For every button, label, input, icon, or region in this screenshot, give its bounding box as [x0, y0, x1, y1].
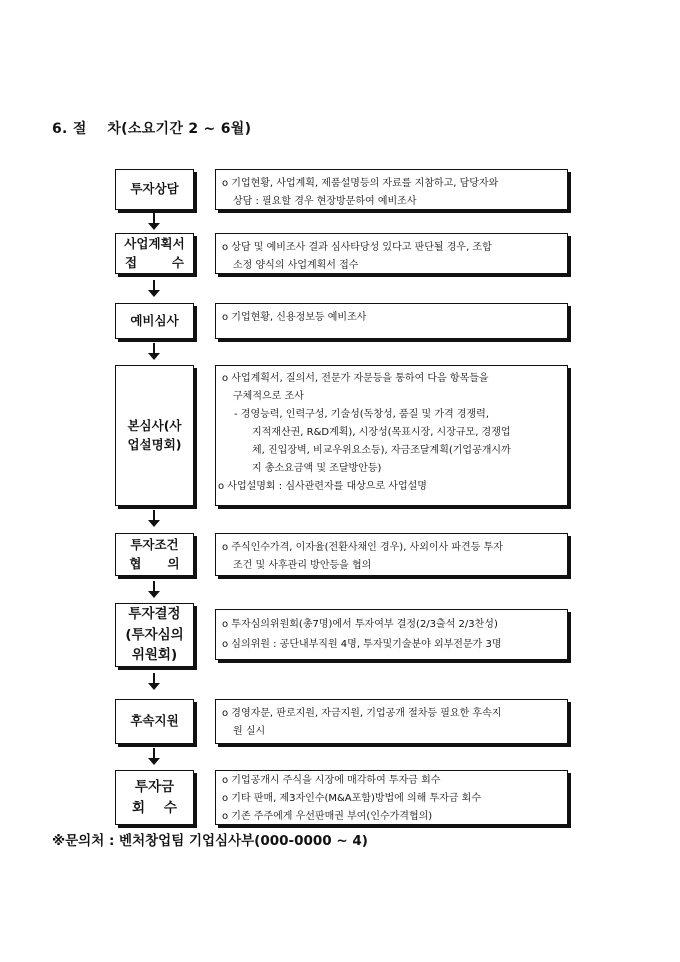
step-desc-pre-review: [215, 303, 568, 339]
desc-line: o 기업현황, 사업계획, 제품설명등의 자료를 지참하고, 담당자와: [222, 178, 499, 189]
down-arrow-icon: [146, 748, 162, 766]
section-heading: 6. 절 차(소요기간 2 ~ 6월): [52, 121, 252, 137]
step-label-consultation: 투자상담: [115, 169, 194, 210]
desc-line: o 주식인수가격, 이자율(전환사채인 경우), 사외이사 파견등 투자: [222, 542, 503, 553]
step-desc-consultation: [215, 169, 568, 210]
desc-line: o 기존 주주에게 우선판매권 부여(인수가격협의): [222, 811, 433, 822]
step-desc-terms: [215, 533, 568, 576]
step-desc-recovery: [215, 770, 568, 825]
desc-line: 체, 진입장벽, 비교우위요소등), 자금조달계획(기업공개시까: [252, 445, 511, 456]
step-desc-follow-up: [215, 699, 568, 744]
desc-line: 소정 양식의 사업계획서 접수: [233, 260, 359, 271]
step-label-business-plan: 사업계획서 접 수: [115, 233, 194, 274]
desc-line: 조건 및 사후관리 방안등을 협의: [233, 560, 372, 571]
contact-info: ※문의처 : 벤처창업팀 기업심사부(000-0000 ~ 4): [52, 833, 368, 849]
desc-line: o 기타 판매, 제3자인수(M&A포함)방법에 의해 투자금 회수: [222, 793, 482, 804]
step-label-terms: 투자조건 협 의: [115, 533, 194, 576]
desc-line: o 상담 및 예비조사 결과 심사타당성 있다고 판단될 경우, 조합: [222, 242, 492, 253]
desc-line: o 사업계획서, 질의서, 전문가 자문등을 통하여 다음 항목들을: [222, 373, 489, 384]
desc-line: o 기업공개시 주식을 시장에 매각하여 투자금 회수: [222, 775, 441, 786]
desc-line: o 기업현황, 신용정보등 예비조사: [222, 312, 367, 323]
step-desc-business-plan: [215, 233, 568, 274]
desc-line: o 투자심의위원회(총7명)에서 투자여부 결정(2/3출석 2/3찬성): [222, 619, 498, 630]
step-label-pre-review: 예비심사: [115, 303, 194, 339]
desc-line: 지 총소요금액 및 조달방안등): [252, 463, 382, 474]
desc-line: 지적재산권, R&D계획), 시장성(목표시장, 시장규모, 경쟁업: [252, 427, 511, 438]
down-arrow-icon: [146, 343, 162, 361]
step-label-main-review: 본심사(사 업설명회): [115, 365, 194, 506]
down-arrow-icon: [146, 581, 162, 599]
step-desc-decision: [215, 609, 568, 660]
down-arrow-icon: [146, 510, 162, 528]
desc-line: o 경영자문, 판로지원, 자금지원, 기업공개 절차등 필요한 후속지: [222, 708, 502, 719]
step-desc-main-review: [215, 365, 568, 506]
down-arrow-icon: [146, 213, 162, 231]
down-arrow-icon: [146, 673, 162, 691]
desc-line: - 경영능력, 인력구성, 기술성(독창성, 품질 및 가격 경쟁력,: [234, 409, 489, 420]
down-arrow-icon: [146, 280, 162, 298]
step-label-decision: 투자결정 (투자심의 위원회): [115, 603, 194, 667]
step-label-recovery: 투자금 회 수: [115, 770, 194, 825]
desc-line: 원 실시: [233, 726, 266, 737]
desc-line: o 심의위원 : 공단내부직원 4명, 투자및기술분야 외부전문가 3명: [222, 639, 502, 650]
desc-line: 구체적으로 조사: [233, 391, 304, 402]
step-label-follow-up: 후속지원: [115, 699, 194, 744]
desc-line: 상담 : 필요할 경우 현장방문하여 예비조사: [233, 196, 417, 207]
desc-line: o 사업설명회 : 심사관련자를 대상으로 사업설명: [218, 481, 427, 492]
